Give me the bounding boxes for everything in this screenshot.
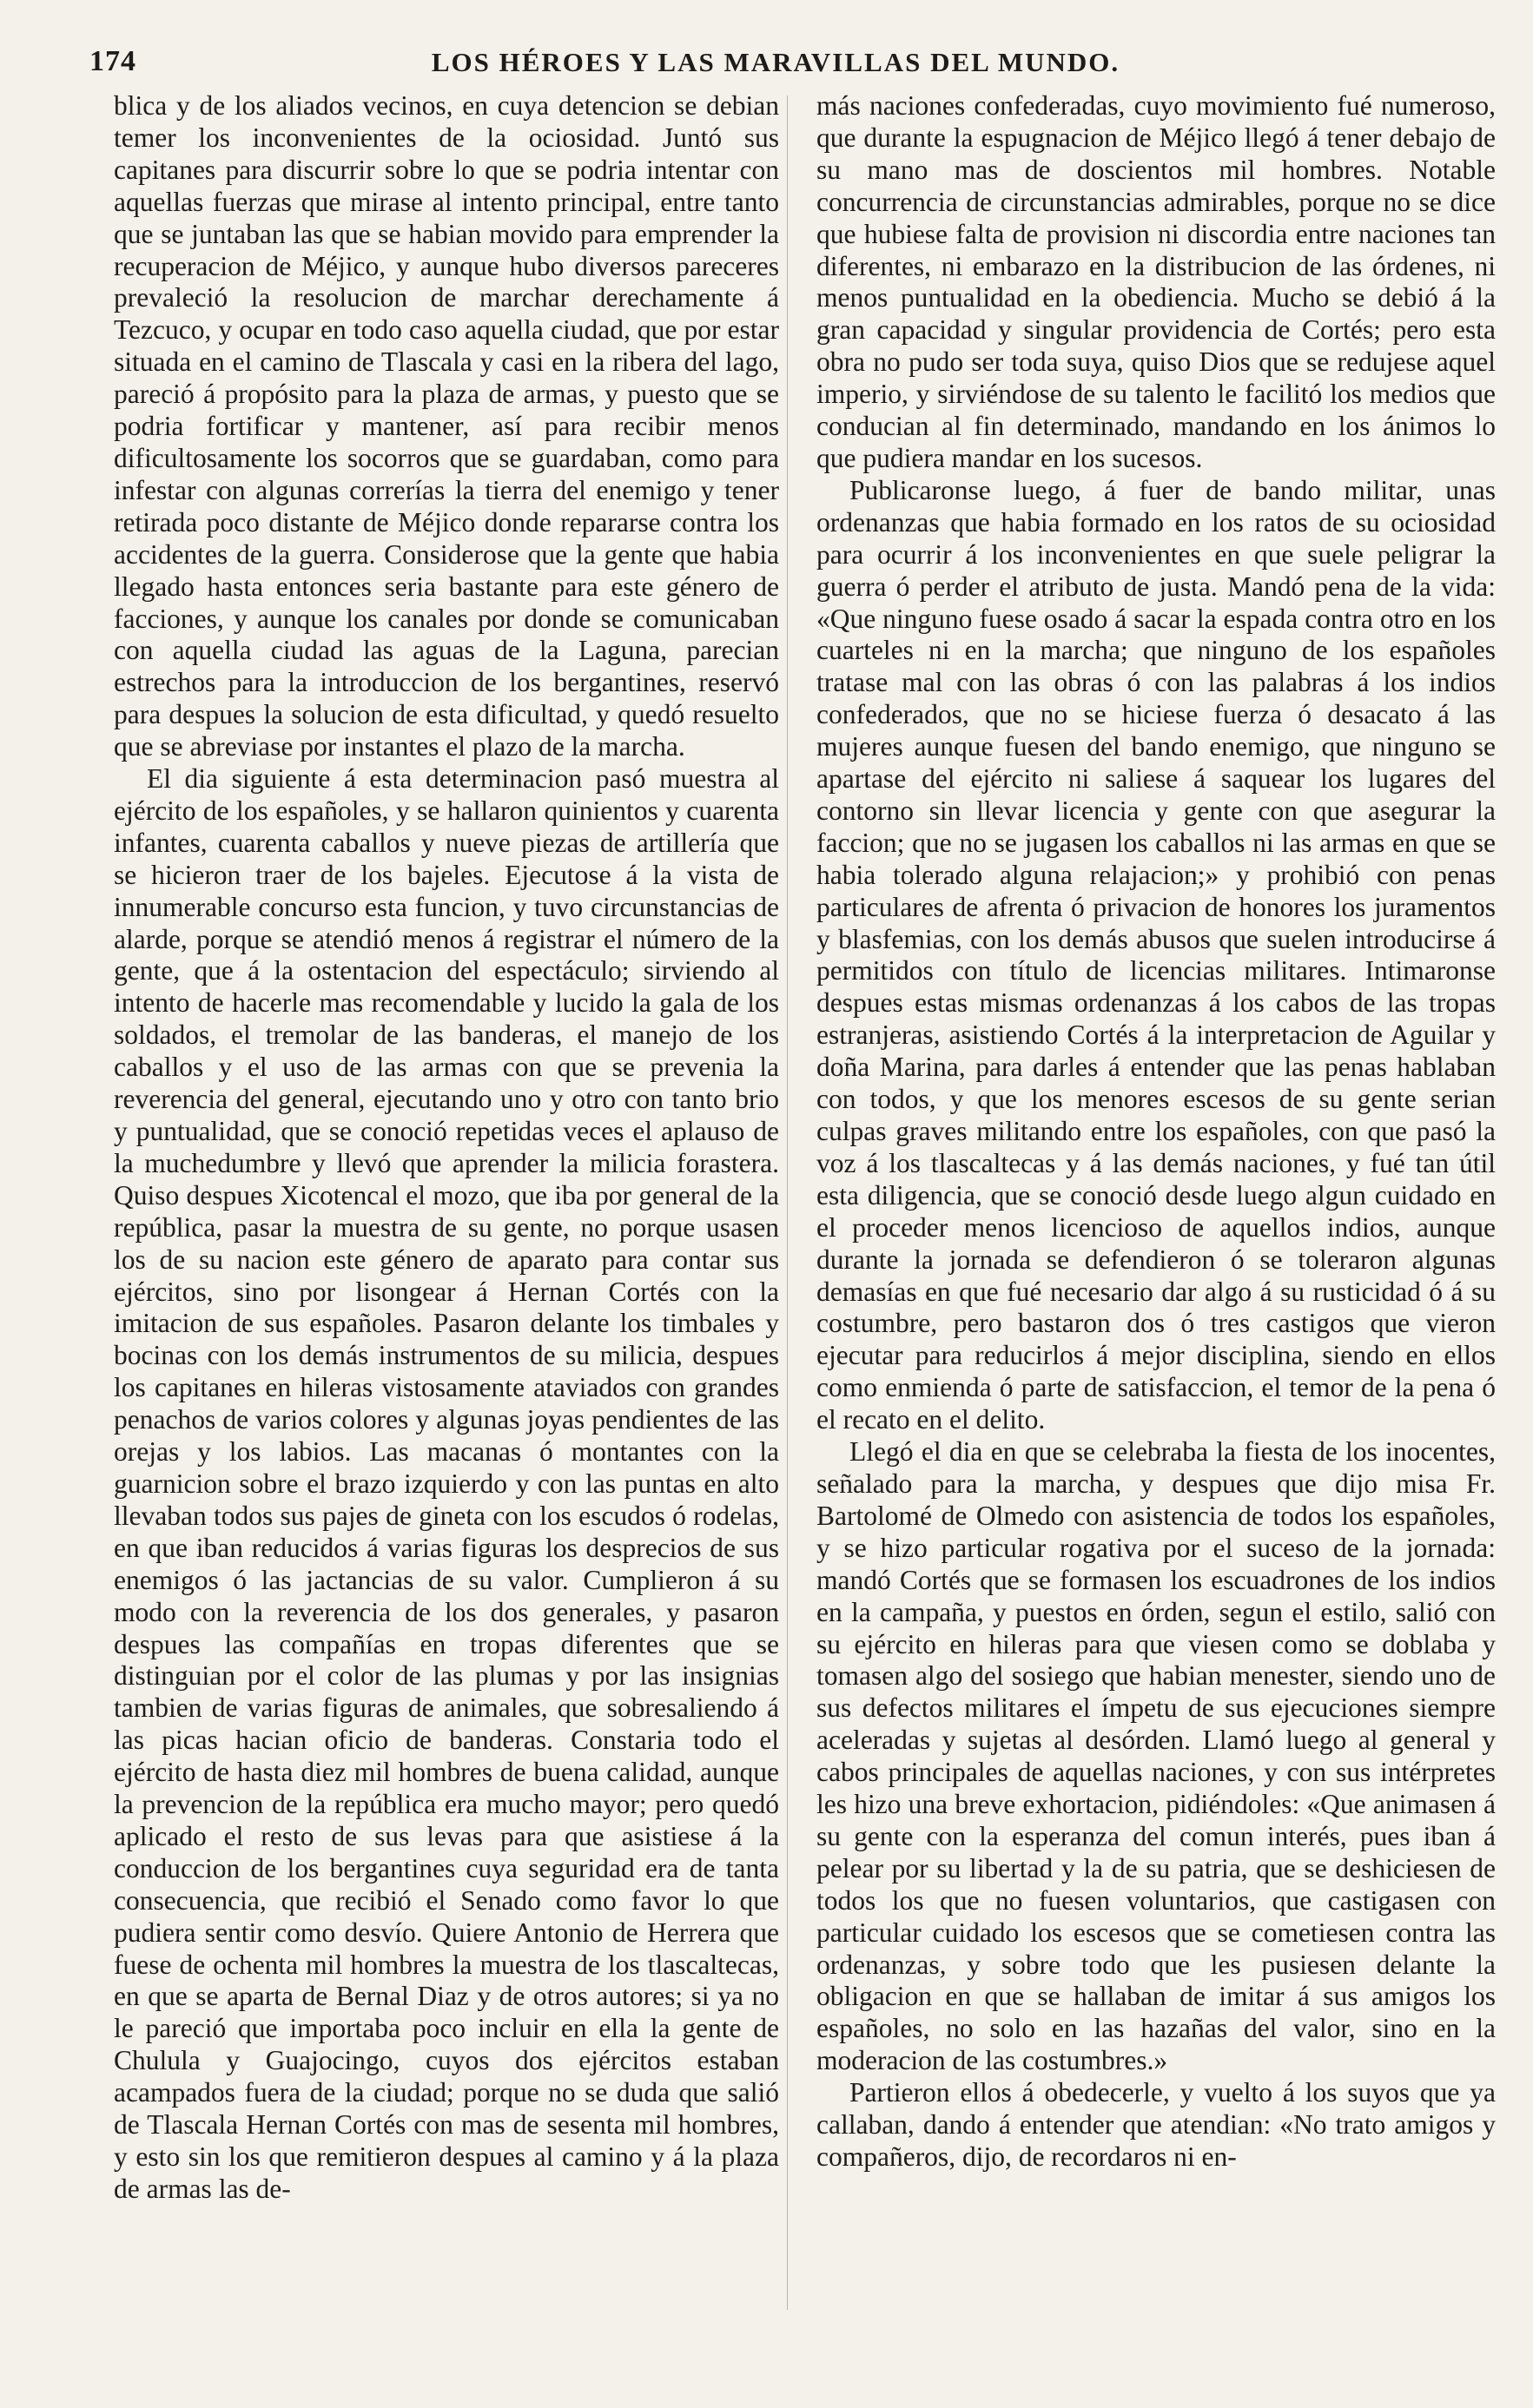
paragraph: Publicaronse luego, á fuer de bando militar, unas ordenanzas que habia formado en los ratos de su ociosidad para ocurrir á los inconvenientes en que suele peligrar la guerra ó perder el atributo de justa. Mandó pena de la vida: «Que ninguno fuese osado á sacar la espada contra otro en los cuarteles ni en la marcha; que ninguno de los españoles tratase mal con las obras ó con las palabras á los indios confederados, que no se hiciese fuerza ó desacato á las mujeres aunque fuesen del bando enemigo, que ninguno se apartase del ejército ni saliese á saquear los lugares del contorno sin llevar licencia y gente con que asegurar la faccion; que no se jugasen los caballos ni las armas en que se habia tolerado alguna relajacion;» y prohibió con penas particulares de afrenta ó privacion de honores los juramentos y blasfemias, con los demás abusos que suelen introducirse á permitidos con título de licencias militares. Intimaronse despues estas mismas ordenanzas á los cabos de las tropas estranjeras, asistiendo Cortés á la interpretacion de Aguilar y doña Marina, para darles á entender que las penas hablaban con todos, y que los menores escesos de su gente serian culpas graves militando entre los españoles, con que pasó la voz á los tlascaltecas y á las demás naciones, y fué tan útil esta diligencia, que se conoció desde luego algun cuidado en el proceder menos licencioso de aquellos indios, aunque durante la jornada se defendieron ó se toleraron algunas demasías en que fué necesario dar algo á su rusticidad ó á su costumbre, pero bastaron dos ó tres castigos que vieron ejecutar para reducirlos á mejor disciplina, siendo en ellos como enmienda ó parte de satisfaccion, el temor de la pena ó el recato en el delito. [816,474,1496,1435]
running-title: LOS HÉROES Y LAS MARAVILLAS DEL MUNDO. [431,47,1120,77]
paragraph: blica y de los aliados vecinos, en cuya detencion se debian temer los inconvenientes de la ociosidad. Juntó sus capitanes para discurrir sobre lo que se podria intentar con aquellas fuerzas que mirase al intento principal, entre tanto que se juntaban las que se habian movido para emprender la recuperacion de Méjico, y aunque hubo diversos pareceres prevaleció la resolucion de marchar derechamente á Tezcuco, y ocupar en todo caso aquella ciudad, que por estar situada en el camino de Tlascala y casi en la ribera del lago, pareció á propósito para la plaza de armas, y puesto que se podria fortificar y mantener, así para recibir menos dificultosamente los socorros que se guardaban, como para infestar con algunas correrías la tierra del enemigo y tener retirada poco distante de Méjico donde repararse contra los accidentes de la guerra. Considerose que la gente que habia llegado hasta entonces seria bastante para este género de facciones, y aunque los canales por donde se comunicaban con aquella ciudad las aguas de la Laguna, parecian estrechos para la introduccion de los bergantines, reservó para despues la solucion de esta dificultad, y quedó resuelto que se abreviase por instantes el plazo de la marcha. [114,90,779,762]
paragraph: Llegó el dia en que se celebraba la fiesta de los inocentes, señalado para la marcha, y despues que dijo misa Fr. Bartolomé de Olmedo con asistencia de todos los españoles, y se hizo particular rogativa por el suceso de la jornada: mandó Cortés que se formasen los escuadrones de los indios en la campaña, y puestos en órden, segun el estilo, salió con su ejército en hileras para que viesen como se doblaba y tomasen algo del sosiego que habian menester, siendo uno de sus defectos militares el ímpetu de sus ejecuciones siempre aceleradas y sujetas al desórden. Llamó luego al general y cabos principales de aquellas naciones, y con sus intérpretes les hizo una breve exhortacion, pidiéndoles: «Que animasen á su gente con la esperanza del comun interés, pues iban á pelear por su libertad y la de su patria, que se deshiciesen de todos los que no fuesen voluntarios, que castigasen con particular cuidado los escesos que se cometiesen contra las ordenanzas, y sobre todo que les pusiesen delante la obligacion en que se hallaban de imitar á sus amigos los españoles, no solo en las hazañas del valor, sino en la moderacion de las costumbres.» [816,1436,1496,2076]
column-divider [787,96,788,2310]
page-header [89,45,1462,85]
right-column [816,90,1496,2174]
paragraph: más naciones confederadas, cuyo movimiento fué numeroso, que durante la espugnacion de Méjico llegó á tener debajo de su mano mas de doscientos mil hombres. Notable concurrencia de circunstancias admirables, porque no se dice que hubiese falta de provision ni discordia entre naciones tan diferentes, ni embarazo en la distribucion de las órdenes, ni menos puntualidad en la obediencia. Mucho se debió á la gran capacidad y singular providencia de Cortés; pero esta obra no pudo ser toda suya, quiso Dios que se redujese aquel imperio, y sirviéndose de su talento le facilitó los medios que conducian al fin determinado, mandando en los ánimos lo que pudiera mandar en los sucesos. [816,90,1496,473]
paragraph: Partieron ellos á obedecerle, y vuelto á los suyos que ya callaban, dando á entender que atendian: «No trato amigos y compañeros, dijo, de recordaros ni en- [816,2077,1496,2172]
left-column [114,90,779,2206]
page-number: 174 [89,45,136,77]
paragraph: El dia siguiente á esta determinacion pasó muestra al ejército de los españoles, y se hallaron quinientos y cuarenta infantes, cuarenta caballos y nueve piezas de artillería que se hicieron traer de los bajeles. Ejecutose á la vista de innumerable concurso esta funcion, y tuvo circunstancias de alarde, porque se atendió menos á registrar el número de la gente, que á la ostentacion del espectáculo; sirviendo al intento de hacerle mas recomendable y lucido la gala de los soldados, el tremolar de las banderas, el manejo de los caballos y el uso de las armas con que se prevenia la reverencia del general, ejecutando uno y otro con tanto brio y puntualidad, que se conoció repetidas veces el aplauso de la muchedumbre y llevó que aprender la milicia forastera. Quiso despues Xicotencal el mozo, que iba por general de la república, pasar la muestra de su gente, no porque usasen los de su nacion este género de aparato para contar sus ejércitos, sino por lisongear á Hernan Cortés con la imitacion de sus españoles. Pasaron delante los timbales y bocinas con los demás instrumentos de su milicia, despues los capitanes en hileras vistosamente ataviados con grandes penachos de varios colores y algunas joyas pendientes de las orejas y los labios. Las macanas ó montantes con la guarnicion sobre el brazo izquierdo y con las puntas en alto llevaban todos sus pajes de gineta con los escudos ó rodelas, en que iban reducidos á varias figuras los desprecios de sus enemigos ó las jactancias de su valor. Cumplieron á su modo con la reverencia de los dos generales, y pasaron despues las compañías en tropas diferentes que se distinguian por el color de las plumas y por las insignias tambien de varias figuras de animales, que sobresaliendo á las picas hacian oficio de banderas. Constaria todo el ejército de hasta diez mil hombres de buena calidad, aunque la prevencion de la república era mucho mayor; pero quedó aplicado el resto de sus levas para que asistiese á la conduccion de los bergantines cuya seguridad era de tanta consecuencia, que recibió el Senado como favor lo que pudiera sentir como desvío. Quiere Antonio de Herrera que fuese de ochenta mil hombres la muestra de los tlascaltecas, en que se aparta de Bernal Diaz y de otros autores; si ya no le pareció que importaba poco incluir en ella la gente de Chulula y Guajocingo, cuyos dos ejércitos estaban acampados fuera de la ciudad; porque no se duda que salió de Tlascala Hernan Cortés con mas de sesenta mil hombres, y esto sin los que remitieron despues al camino y á la plaza de armas las de- [114,763,779,2204]
